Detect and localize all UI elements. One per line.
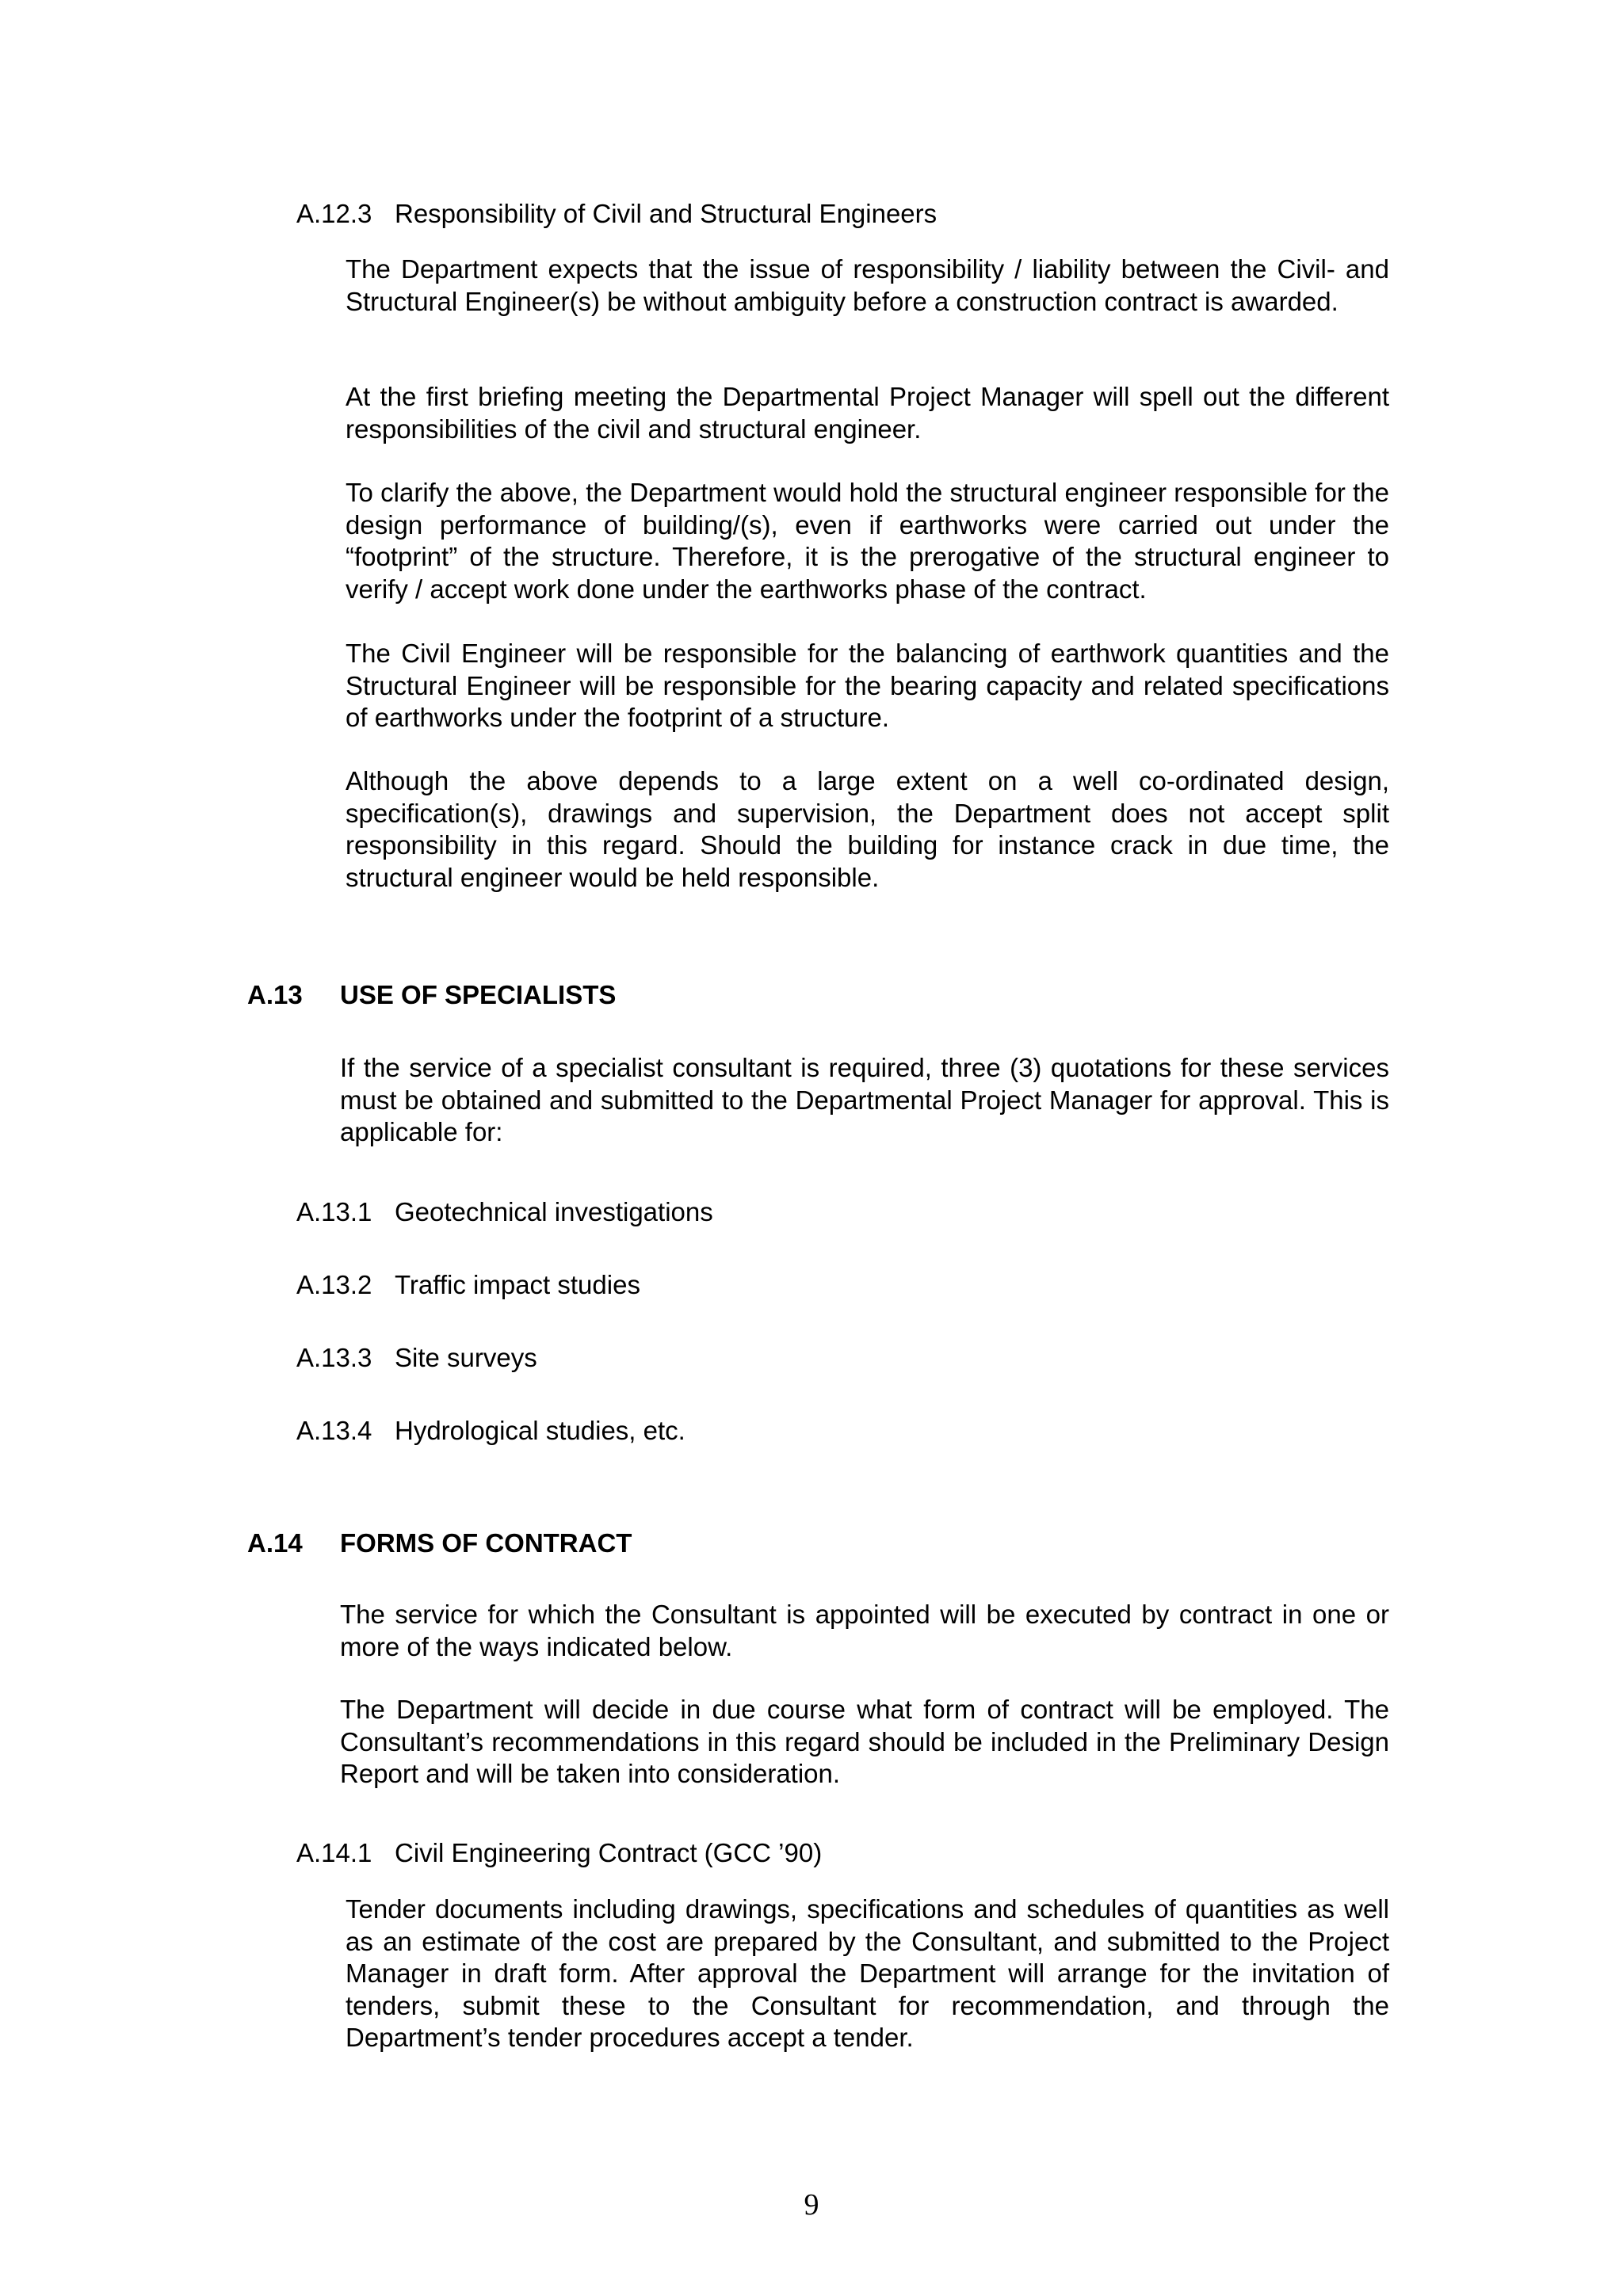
section-number: A.14 [247,1528,303,1558]
paragraph: The service for which the Consultant is appointed will be executed by contract in one or more of the ways indicated below. [340,1600,1389,1661]
section-a14-heading [247,1527,632,1559]
list-item [296,1196,713,1228]
paragraph: Although the above depends to a large extent on a well co-ordinated design, specification(s), drawings and supervision, the Department does not accept split responsibility in this regard. Should the building for instance crack in due time, the structural engineer would be held responsible. [346,766,1389,892]
paragraph: To clarify the above, the Department would hold the structural engineer responsible for the design performance of building/(s), even if earthworks were carried out under the “footprint” of the structure. Therefore, it is the prerogative of the structural engineer to verify / accept work done under the earthworks phase of the contract. [346,478,1389,604]
item-number: A.13.1 [296,1197,372,1226]
item-label: Traffic impact studies [395,1270,640,1299]
item-number: A.13.4 [296,1416,372,1445]
paragraph: The Department expects that the issue of responsibility / liability between the Civil- and Structural Engineer(s) be without ambiguity before a construction contract is awarded. [346,254,1389,316]
paragraph: If the service of a specialist consultant is required, three (3) quotations for these services must be obtained and submitted to the Departmental Project Manager for approval. This is applicable for: [340,1053,1389,1146]
list-item [296,1269,640,1301]
list-item [296,1415,685,1447]
page-number: 9 [804,2188,819,2222]
section-title: Civil Engineering Contract (GCC ’90) [395,1838,823,1867]
paragraph: The Department will decide in due course what form of contract will be employed. The Consultant’s recommendations in this regard should be included in the Preliminary Design Report and will be taken into consideration. [340,1695,1389,1788]
item-label: Site surveys [395,1343,537,1372]
list-item [296,1342,537,1374]
section-a12-3-heading [296,198,937,230]
section-title: Responsibility of Civil and Structural Engineers [395,199,938,228]
section-number: A.14.1 [296,1838,372,1867]
section-number: A.12.3 [296,199,372,228]
section-title: FORMS OF CONTRACT [340,1528,632,1558]
section-a14-1-heading [296,1837,822,1869]
section-a13-heading [247,979,616,1011]
item-label: Hydrological studies, etc. [395,1416,685,1445]
item-number: A.13.3 [296,1343,372,1372]
item-label: Geotechnical investigations [395,1197,713,1226]
item-number: A.13.2 [296,1270,372,1299]
paragraph: At the first briefing meeting the Departmental Project Manager will spell out the different responsibilities of the civil and structural engineer. [346,382,1389,444]
paragraph: Tender documents including drawings, specifications and schedules of quantities as well as an estimate of the cost are prepared by the Consultant, and submitted to the Project Manager in draft form. After approval the Department will arrange for the invitation of tenders, submit these to the Consultant for recommendation, and through the Department’s tender procedures accept a tender. [346,1894,1389,2052]
paragraph: The Civil Engineer will be responsible for the balancing of earthwork quantities and the Structural Engineer will be responsible for the bearing capacity and related specifications of earthworks under the footprint of a structure. [346,639,1389,732]
section-number: A.13 [247,980,303,1009]
section-title: USE OF SPECIALISTS [340,980,617,1009]
